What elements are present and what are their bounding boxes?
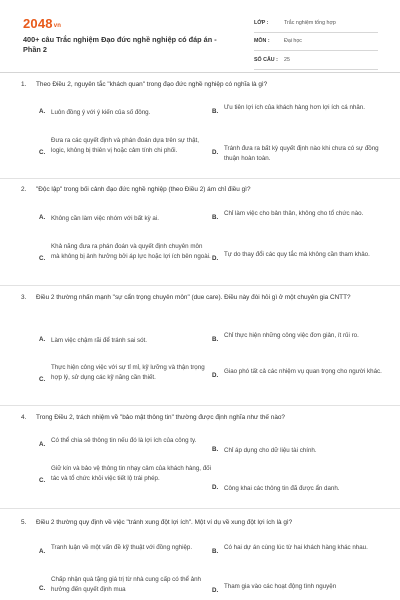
document-meta (254, 14, 378, 70)
option-text: Tham gia vào các hoạt động tình nguyện (224, 583, 337, 590)
option-letter: A. (39, 214, 46, 221)
question-number: 5. (21, 519, 27, 526)
option-letter: A. (39, 108, 46, 115)
option-letter: A. (39, 441, 46, 448)
option-text: Chỉ làm việc cho bản thân, không cho tổ chức nào. (224, 210, 364, 217)
question-prompt: Theo Điều 2, nguyên tắc "khách quan" trong đạo đức nghề nghiệp có nghĩa là gì? (36, 81, 268, 88)
meta-value: Trắc nghiệm tổng hợp (284, 19, 336, 26)
option-text: Có hai dự án cùng lúc từ hai khách hàng khác nhau. (224, 544, 368, 551)
option-text: Giao phó tất cả các nhiệm vụ quan trọng cho người khác. (224, 368, 382, 375)
option-text: Luôn đồng ý với ý kiến của số đông. (51, 109, 151, 116)
option-letter: C. (39, 376, 46, 383)
header-divider (0, 72, 400, 73)
option-text: Không cần làm việc nhóm với bất kỳ ai. (51, 215, 159, 222)
option-letter: D. (212, 587, 219, 594)
question-divider (0, 178, 400, 179)
meta-label: LỚP : (254, 19, 269, 26)
question-number: 3. (21, 294, 27, 301)
meta-row-count (254, 51, 378, 70)
option-text: Chấp nhận quà tặng giá trị từ nhà cung cấp có thể ảnh hưởng đến quyết định mua (51, 576, 202, 593)
option-letter: C. (39, 149, 46, 156)
option-text: Có thể chia sẻ thông tin nếu đó là lợi ích của công ty. (51, 437, 197, 444)
meta-value: Đại học (284, 38, 302, 45)
option-text: Tranh luận về một vấn đề kỹ thuật với đồng nghiệp. (51, 544, 193, 551)
option-letter: D. (212, 484, 219, 491)
option-text: Đưa ra các quyết định và phán đoán dựa trên sự thật, logic, không bị thiên vị hoặc cảm tính chi phối. (51, 137, 199, 154)
option-letter: B. (212, 214, 219, 221)
question-number: 1. (21, 81, 27, 88)
question-prompt: Trong Điều 2, trách nhiệm về "bảo mật thông tin" thường được định nghĩa như thế nào? (36, 414, 285, 421)
option-letter: B. (212, 548, 219, 555)
option-letter: D. (212, 149, 219, 156)
meta-label: SỐ CÂU : (254, 56, 278, 63)
option-letter: A. (39, 548, 46, 555)
question-divider (0, 405, 400, 406)
option-letter: D. (212, 372, 219, 379)
meta-label: MÔN : (254, 38, 270, 45)
meta-row-class (254, 14, 378, 33)
option-letter: B. (212, 446, 219, 453)
option-letter: A. (39, 336, 46, 343)
document-header (0, 0, 400, 64)
question-prompt: Điều 2 thường nhấn mạnh "sự cẩn trọng chuyên môn" (due care). Điều này đòi hỏi gì ở một chuyên gia CNTT? (36, 294, 351, 301)
option-letter: B. (212, 336, 219, 343)
site-logo[interactable]: 2048vn (23, 16, 62, 31)
option-text: Thực hiện công việc với sự tỉ mỉ, kỹ lưỡng và thận trọng hợp lý, sử dụng các kỹ năng cần thiết. (51, 364, 205, 381)
option-text: Ưu tiên lợi ích của khách hàng hơn lợi ích cá nhân. (224, 104, 365, 111)
question-number: 2. (21, 186, 27, 193)
option-letter: C. (39, 255, 46, 262)
question-prompt: Điều 2 thường quy định về việc "tránh xung đột lợi ích". Một ví dụ về xung đột lợi ích là gì? (36, 519, 293, 526)
option-text: Làm việc chậm rãi để tránh sai sót. (51, 337, 147, 344)
option-text: Tránh đưa ra bất kỳ quyết định nào khi chưa có sự đồng thuận hoàn toàn. (224, 145, 379, 162)
question-prompt: "Độc lập" trong bối cảnh đạo đức nghề nghiệp (theo Điều 2) ám chỉ điều gì? (36, 186, 251, 193)
question-number: 4. (21, 414, 27, 421)
option-text: Công khai các thông tin đã được ẩn danh. (224, 485, 340, 492)
option-letter: C. (39, 477, 46, 484)
meta-value: 25 (284, 56, 290, 63)
question-divider (0, 508, 400, 509)
option-text: Giữ kín và bảo vệ thông tin nhạy cảm của khách hàng, đối tác và tổ chức khỏi việc tiết lộ trái phép. (51, 465, 211, 482)
meta-row-subject (254, 33, 378, 52)
option-letter: D. (212, 255, 219, 262)
option-letter: B. (212, 108, 219, 115)
question-divider (0, 285, 400, 286)
option-letter: C. (39, 585, 46, 592)
option-text: Tự do thay đổi các quy tắc mà không cần tham khảo. (224, 251, 370, 258)
option-text: Chỉ áp dụng cho dữ liệu tài chính. (224, 447, 317, 454)
option-text: Khả năng đưa ra phán đoán và quyết định chuyên môn mà không bị ảnh hưởng bởi áp lực hoặc lợi ích bên ngoài. (51, 243, 211, 260)
document-title: 400+ câu Trắc nghiệm Đạo đức nghề nghiệp có đáp án - Phần 2 (23, 35, 217, 54)
option-text: Chỉ thực hiện những công việc đơn giản, ít rủi ro. (224, 332, 359, 339)
